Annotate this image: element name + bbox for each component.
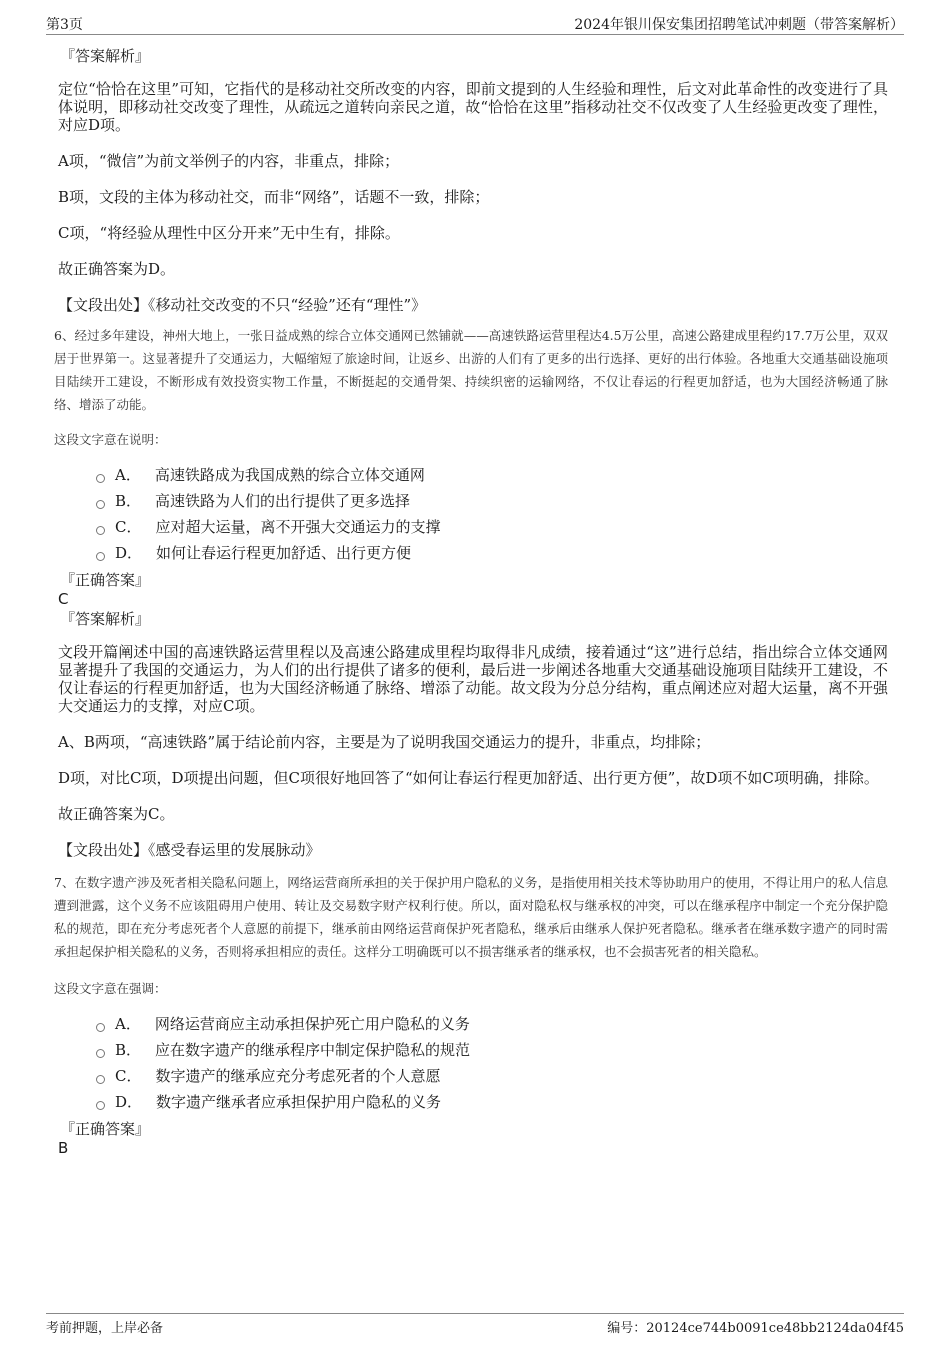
option-text: 高速铁路成为我国成熟的综合立体交通网 (154, 466, 425, 484)
option-letter: D． (115, 544, 143, 562)
source-citation: 【文段出处】《移动社交改变的不只“经验”还有“理性”》 (58, 296, 427, 314)
analysis-text: 定位“恰恰在这里”可知，它指代的是移动社交所改变的内容，即前文提到的人生经验和理性，后文对此革命性的改变进行了具体说明，即移动社交改变了理性，从疏远之道转向亲民之道，故“恰恰在这里”指移动社交不仅改变了人生经验更改变了理性，对应D项。 (58, 80, 888, 134)
correct-answer: C (58, 590, 69, 608)
radio-button-icon[interactable] (96, 552, 105, 561)
document-code: 编号：20124ce744b0091ce48bb2124da04f45 (607, 1321, 904, 1336)
option-letter: D． (115, 1093, 143, 1111)
radio-button-icon[interactable] (96, 474, 105, 483)
footer-slogan: 考前押题，上岸必备 (46, 1321, 164, 1336)
radio-button-icon[interactable] (96, 500, 105, 509)
option-a[interactable] (96, 462, 888, 488)
analysis-option-c: C项，“将经验从理性中区分开来”无中生有，排除。 (58, 224, 400, 242)
option-letter: C． (115, 1067, 142, 1085)
analysis-conclusion: 故正确答案为C。 (58, 805, 175, 823)
source-citation: 【文段出处】《感受春运里的发展脉动》 (58, 841, 321, 859)
analysis-option-d: D项，对比C项，D项提出问题，但C项很好地回答了“如何让春运行程更加舒适、出行更方便”，故D项不如C项明确，排除。 (58, 769, 879, 787)
option-text: 数字遗产的继承应充分考虑死者的个人意愿 (155, 1067, 441, 1085)
question-6-text: 6、经过多年建设，神州大地上，一张日益成熟的综合立体交通网已然铺就——高速铁路运营里程达4.5万公里，高速公路建成里程约17.7万公里，双双居于世界第一。这显著提升了交通运力，大幅缩短了旅途时间，让返乡、出游的人们有了更多的出行选择、更好的出行体验。各地重大交通基础设施项目陆续开工建设，不断形成有效投资实物工作量，不断挺起的交通骨架、持续织密的运输网络，不仅让春运的行程更加舒适，也为大国经济畅通了脉络、增添了动能。 (54, 328, 888, 412)
option-d[interactable] (96, 1089, 888, 1115)
question-7-options (96, 1011, 888, 1115)
analysis-text: 文段开篇阐述中国的高速铁路运营里程以及高速公路建成里程均取得非凡成绩，接着通过“这”进行总结，指出综合立体交通网显著提升了我国的交通运力，为人们的出行提供了诸多的便利，最后进一步阐述各地重大交通基础设施项目陆续开工建设，不仅让春运的行程更加舒适，也为大国经济畅通了脉络、增添了动能。故文段为分总分结构，重点阐述应对超大运量，离不开强大交通运力的支撑，对应C项。 (58, 643, 888, 715)
page-header (46, 12, 904, 35)
option-text: 数字遗产继承者应承担保护用户隐私的义务 (156, 1093, 442, 1111)
question-6-options (96, 462, 888, 566)
option-d[interactable] (96, 540, 888, 566)
question-7-prompt: 这段文字意在强调： (54, 981, 167, 996)
radio-button-icon[interactable] (96, 1049, 105, 1058)
option-letter: B． (115, 492, 142, 510)
analysis-label: 『答案解析』 (60, 47, 151, 65)
radio-button-icon[interactable] (96, 1075, 105, 1084)
option-text: 如何让春运行程更加舒适、出行更方便 (156, 544, 412, 562)
option-text: 应对超大运量，离不开强大交通运力的支撑 (155, 518, 441, 536)
option-letter: A． (115, 1015, 141, 1033)
option-a[interactable] (96, 1011, 888, 1037)
question-6-prompt: 这段文字意在说明： (54, 432, 167, 447)
analysis-option-a: A项，“微信”为前文举例子的内容，非重点，排除； (58, 152, 400, 170)
analysis-options-ab: A、B两项，“高速铁路”属于结论前内容，主要是为了说明我国交通运力的提升，非重点，均排除； (58, 733, 711, 751)
analysis-label: 『答案解析』 (60, 610, 151, 628)
option-b[interactable] (96, 1037, 888, 1063)
page-number: 第3页 (46, 17, 83, 33)
radio-button-icon[interactable] (96, 526, 105, 535)
analysis-option-b: B项，文段的主体为移动社交，而非“网络”，话题不一致，排除； (58, 188, 490, 206)
option-text: 网络运营商应主动承担保护死亡用户隐私的义务 (154, 1015, 470, 1033)
analysis-conclusion: 故正确答案为D。 (58, 260, 176, 278)
option-letter: B． (115, 1041, 142, 1059)
option-letter: C． (115, 518, 142, 536)
correct-answer-label: 『正确答案』 (60, 571, 151, 589)
option-letter: A． (115, 466, 141, 484)
option-text: 高速铁路为人们的出行提供了更多选择 (155, 492, 411, 510)
radio-button-icon[interactable] (96, 1023, 105, 1032)
option-c[interactable] (96, 1063, 888, 1089)
option-c[interactable] (96, 514, 888, 540)
correct-answer-label: 『正确答案』 (60, 1120, 151, 1138)
document-title: 2024年银川保安集团招聘笔试冲刺题（带答案解析） (574, 17, 904, 33)
radio-button-icon[interactable] (96, 1101, 105, 1110)
page-footer (46, 1313, 904, 1336)
option-b[interactable] (96, 488, 888, 514)
question-7-text: 7、在数字遗产涉及死者相关隐私问题上，网络运营商所承担的关于保护用户隐私的义务，是指使用相关技术等协助用户的使用，不得让用户的私人信息遭到泄露，这个义务不应该阻碍用户使用、转让及交易数字财产权利行使。所以，面对隐私权与继承权的冲突，可以在继承程序中制定一个充分保护隐私的规范，即在充分考虑死者个人意愿的前提下，继承前由网络运营商保护死者隐私，继承后由继承人保护死者隐私。继承者在继承数字遗产的同时需承担起保护相关隐私的义务，否则将承担相应的责任。这样分工明确既可以不损害继承者的继承权，也不会损害死者的相关隐私。 (54, 875, 888, 959)
correct-answer: B (58, 1139, 69, 1157)
page-content (54, 46, 888, 1158)
option-text: 应在数字遗产的继承程序中制定保护隐私的规范 (155, 1041, 471, 1059)
